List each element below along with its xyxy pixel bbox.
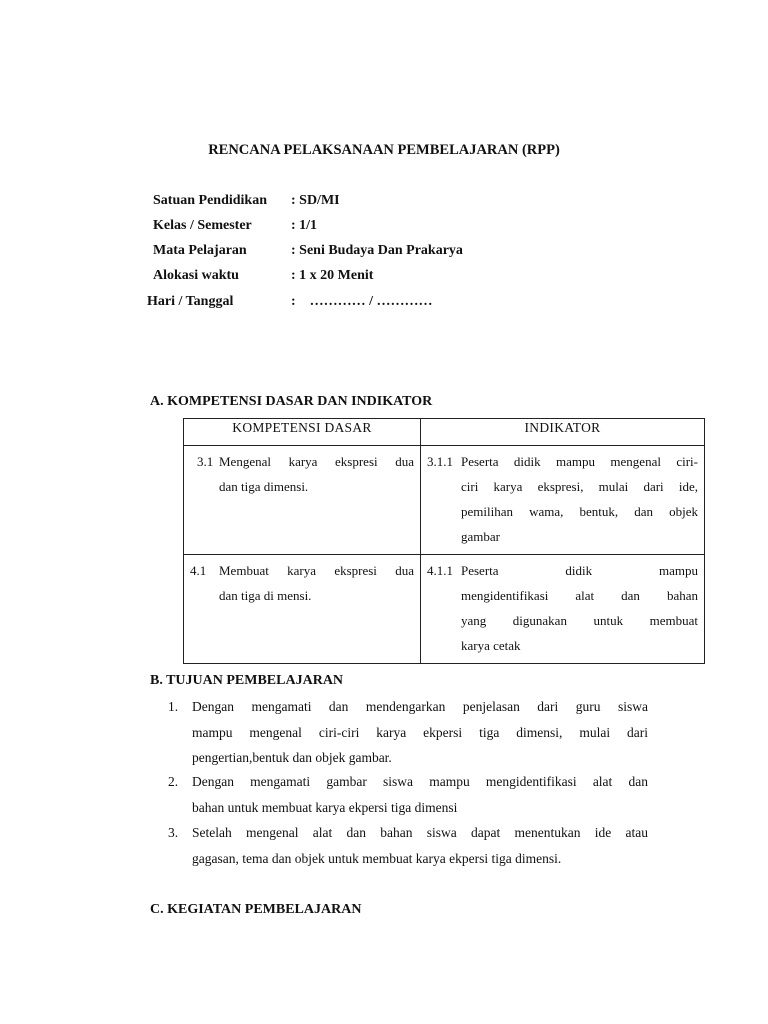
list-item-line: Dengan mengamati dan mendengarkan penjelasan dari guru siswa [192, 699, 648, 714]
list-item-line: bahan untuk membuat karya ekpersi tiga dimensi [192, 799, 458, 815]
kd-line: Mengenal karya ekspresi dua [219, 454, 414, 469]
document-title: RENCANA PELAKSANAAN PEMBELAJARAN (RPP) [208, 142, 560, 158]
indikator-line: Peserta didik mampu [461, 563, 698, 578]
info-value-mapel: : Seni Budaya Dan Prakarya [291, 243, 463, 258]
list-item [168, 694, 648, 771]
indikator-line: mengidentifikasi alat dan bahan [461, 588, 698, 603]
list-item-number: 2. [168, 774, 179, 789]
section-a-heading: A. KOMPETENSI DASAR DAN INDIKATOR [150, 394, 433, 409]
info-value-satuan: : SD/MI [291, 193, 340, 208]
list-item [168, 820, 648, 871]
info-value-kelas: : 1/1 [291, 218, 318, 233]
list-item-line: Setelah mengenal alat dan bahan siswa dapat menentukan ide atau [192, 825, 648, 840]
list-item-line: pengertian,bentuk dan objek gambar. [192, 750, 392, 765]
indikator-cell [421, 446, 705, 555]
table-row [184, 446, 705, 555]
list-item-line: Dengan mengamati gambar siswa mampu mengidentifikasi alat dan [192, 774, 648, 789]
table-header-indikator: INDIKATOR [421, 419, 705, 446]
indikator-line: ciri karya ekspresi, mulai dari ide, [461, 479, 698, 494]
section-b-heading: B. TUJUAN PEMBELAJARAN [150, 673, 344, 688]
info-label-satuan: Satuan Pendidikan [153, 193, 267, 208]
indikator-line: gambar [461, 529, 500, 544]
kd-line: Membuat karya ekspresi dua [219, 563, 414, 578]
kd-cell [184, 446, 421, 555]
info-label-alokasi: Alokasi waktu [153, 268, 239, 283]
kd-number: 3.1 [197, 454, 214, 469]
indikator-line: Peserta didik mampu mengenal ciri- [461, 454, 698, 469]
list-item [168, 769, 648, 820]
kd-cell [184, 555, 421, 664]
table-header-row [184, 419, 705, 446]
indikator-number: 4.1.1 [427, 563, 453, 578]
kd-line: dan tiga dimensi. [219, 479, 309, 494]
indikator-line: yang digunakan untuk membuat [461, 613, 698, 628]
section-c-heading: C. KEGIATAN PEMBELAJARAN [150, 902, 362, 917]
kompetensi-table [183, 418, 705, 664]
indikator-line: pemilihan wama, bentuk, dan objek [461, 504, 698, 519]
list-item-number: 1. [168, 699, 179, 714]
info-label-hari: Hari / Tanggal [147, 294, 234, 309]
table-row [184, 555, 705, 664]
list-item-number: 3. [168, 825, 179, 840]
list-item-line: mampu mengenal ciri-ciri karya ekpersi tiga dimensi, mulai dari [192, 724, 648, 740]
list-item-line: gagasan, tema dan objek untuk membuat karya ekpersi tiga dimensi. [192, 850, 562, 866]
info-value-alokasi: : 1 x 20 Menit [291, 268, 374, 283]
indikator-line: karya cetak [461, 638, 521, 653]
indikator-number: 3.1.1 [427, 454, 453, 469]
info-value-hari: : ………… / ………… [291, 294, 433, 309]
info-label-mapel: Mata Pelajaran [153, 243, 247, 258]
indikator-cell [421, 555, 705, 664]
kd-number: 4.1 [190, 563, 207, 578]
info-label-kelas: Kelas / Semester [153, 218, 252, 233]
table-header-kd: KOMPETENSI DASAR [184, 419, 421, 446]
kd-line: dan tiga di mensi. [219, 588, 312, 603]
